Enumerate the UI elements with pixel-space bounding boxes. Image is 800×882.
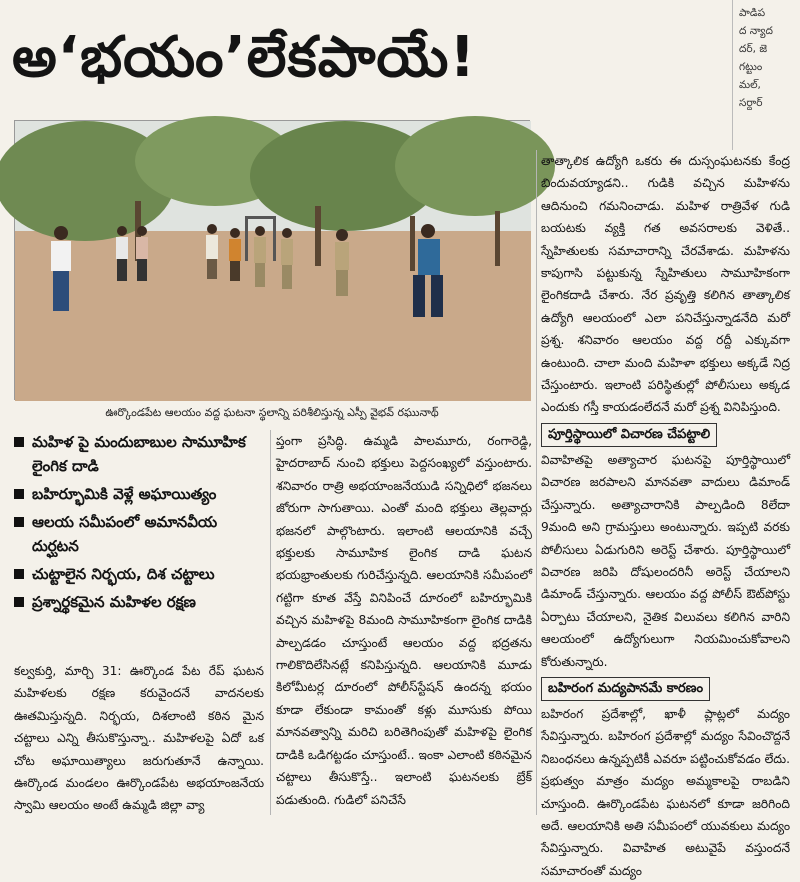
highlight-item: [14, 590, 264, 614]
snippet-line: సర్దార్: [739, 97, 763, 109]
highlight-item: [14, 562, 264, 586]
article-column-2: [276, 430, 532, 815]
headline: అ‘భయం’లేకపాయే!: [12, 25, 476, 90]
snippet-line: దర్, జె: [739, 43, 767, 55]
highlight-item: [14, 510, 264, 558]
highlight-text: బహిర్భూమికి వెళ్లే అఘాయిత్యం: [32, 485, 217, 503]
adjacent-article-snippet: [732, 0, 800, 150]
body-paragraph: కల్వకుర్తి, మార్చి 31: ఊర్కొండ పేట రేప్ ఘటన మహిళలకు రక్షణ కరువైందనే వాదనలకు ఊతమిస్తున్నది. నిర్భయ, దిశలాంటి కఠిన మైన చట్టాలు ఎన్ని తీసుకొస్తున్నా.. మహిళలపై ఏదో ఒక చోట అఘాయిత్యాలు జరుగుతూనే ఉన్నాయి. ఊర్కొండ మండలం ఊర్కొండపేట అభయాంజనేయ స్వామి ఆలయం అంటే ఉమ్మడి జిల్లా వ్యా: [14, 664, 264, 813]
bullet-square-icon: [14, 597, 24, 607]
highlight-item: [14, 430, 264, 478]
article-column-3: [541, 150, 790, 878]
highlights-list: [14, 430, 264, 618]
bullet-square-icon: [14, 517, 24, 527]
column-divider: [270, 430, 271, 815]
body-paragraph: వివాహితపై అత్యాచార ఘటనపై పూర్తిస్థాయిలో విచారణ జరపాలని మానవతా వాదులు డిమాండ్ చేస్తున్నారు. అత్యాచారానికి పాల్పడింది 8లేదా 9మంది అని గ్రామస్తులు అంటున్నారు. ఇప్పటి వరకు పోలీసులు ఏడుగురిని అరెస్ట్ చేశారు. పూర్తిస్థాయిలో విచారణ జరిపి దోషులందరినీ అరెస్ట్ చేయాలని డిమాండ్ చేస్తున్నారు. ఆలయం వద్ద పోలీస్ ఔట్‌పోస్టు ఏర్పాటు చేయాలని, నైతిక విలువలు కలిగిన వారిని ఆలయంలో ఉద్యోగులుగా నియమించుకోవాలని కోరుతున్నారు.: [541, 452, 790, 669]
bullet-square-icon: [14, 569, 24, 579]
section-subheading: [541, 677, 790, 701]
snippet-line: పాడిప: [739, 7, 766, 19]
highlight-text: ప్రశ్నార్థకమైన మహిళల రక్షణ: [32, 593, 196, 611]
highlight-text: ఆలయ సమీపంలో అమానవీయ దుర్ఘటన: [32, 513, 218, 555]
article-column-1: [14, 660, 264, 815]
highlight-text: చుట్టాలైన నిర్భయ, దిశ చట్టాలు: [32, 565, 215, 583]
body-paragraph: తాత్కాలిక ఉద్యోగి ఒకరు ఈ దుస్సంఘటనకు కేంద్ర బిందువయ్యాడని.. గుడికి వచ్చిన మహిళను ఆదినుంచి గమనించాడు. మహిళ రాత్రివేళ గుడి బయటకు వ్యక్తి గత అవసరాలకు వెళితే.. స్నేహితులకు సమాచారాన్ని చేరవేశాడు. మహిళను కాపుగాసి పట్టుకున్న స్నేహితులు సామూహికంగా లైంగికదాడి చేశారు. నేర ప్రవృత్తి కలిగిన తాత్కాలిక ఉద్యోగి ఆలయంలో ఎలా పనిచేస్తున్నాడనేది మరో ప్రశ్న. శనివారం ఆలయం వద్ద రద్దీ ఎక్కువగా ఉంటుంది. చాలా మంది మహిళా భక్తులు అక్కడే నిద్ర చేస్తుంటారు. ఇలాంటి పరిస్థితుల్లో పోలీసులు అక్కడ ఎందుకు గస్తీ కాయడంలేదనే మరో ప్రశ్న వినిపిస్తుంది.: [541, 154, 790, 415]
highlight-text: మహిళ పై మందుబాబుల సామూహిక లైంగిక దాడి: [32, 433, 246, 475]
subheading-text: పూర్తిస్థాయిలో విచారణ చేపట్టాలి: [541, 423, 717, 447]
highlight-item: [14, 482, 264, 506]
section-subheading: [541, 423, 790, 447]
photo-illustration: [15, 121, 531, 401]
bullet-square-icon: [14, 437, 24, 447]
body-paragraph: బహిరంగ ప్రదేశాల్లో, ఖాళీ ప్లాట్లలో మద్యం సేవిస్తున్నారు. బహిరంగ ప్రదేశాల్లో మద్యం సేవించొద్దనే నిబంధనలు ఉన్నప్పటికీ ఎవరూ పట్టించుకోవడం లేదు. ప్రభుత్వం మాత్రం మద్యం అమ్మకాలపై రాబడిని చూస్తుంది. ఊర్కొండపేట ఘటనలో కూడా జరిగింది అదే. ఆలయానికి అతి సమీపంలో యువకులు మద్యం సేవిస్తున్నారు. వివాహిత అటువైపే వస్తుందనే సమాచారంతో మద్యం: [541, 706, 790, 878]
column-divider: [536, 150, 537, 815]
snippet-line: గట్టుం: [739, 61, 763, 73]
photo-caption: ఊర్కొండపేట ఆలయం వద్ద ఘటనా స్థలాన్ని పరిశీలిస్తున్న ఎస్పీ వైభవ్ రఘునాథ్: [105, 406, 439, 419]
snippet-line: మల్,: [739, 79, 761, 91]
bullet-square-icon: [14, 489, 24, 499]
subheading-text: బహిరంగ మద్యపానమే కారణం: [541, 677, 710, 701]
news-photo: [14, 120, 530, 400]
snippet-line: ద న్యాద: [739, 25, 773, 37]
body-paragraph: ప్తంగా ప్రసిద్ధి. ఉమ్మడి పాలమూరు, రంగారెడ్డి, హైదరాబాద్ నుంచి భక్తులు పెద్దసంఖ్యలో వస్తుంటారు. శనివారం రాత్రి అభయాంజనేయుడి సన్నిధిలో భజనలు జోరుగా సాగుతాయి. ఎంతో మంది భక్తులు తెల్లవార్లు భజనలో పాల్గొంటారు. ఇలాంటి ఆలయానికి వచ్చే భక్తులకు సామూహిక లైంగిక దాడి ఘటన భయభ్రాంతులకు గురిచేస్తున్నది. ఆలయానికి సమీపంలో గట్టిగా కూత వేస్తే వినిపించే దూరంలో బహిర్భూమికి వచ్చిన మహిళపై 8మంది సామూహికంగా లైంగిక దాడికి పాల్పడడం చూస్తుంటే ఆలయం వద్ద భద్రతను గాలికొదిలేసినట్లే కనిపిస్తున్నది. ఆలయానికి మూడు కిలోమీటర్ల దూరంలో పోలీస్‌స్టేషన్ ఉందన్న భయం కూడా లేకుండా కామంతో కళ్లు మూసుకు పోయి మానవత్వాన్ని మరిచి బరితెగింపుతో మహిళపై లైంగిక దాడికి ఒడిగట్టడం చూస్తుంటే.. ఇంకా ఎలాంటి కఠినమైన చట్టాలు తీసుకొస్తే.. ఇలాంటి ఘటనలకు బ్రేక్ పడుతుంది. గుడిలో పనిచేసే: [276, 434, 532, 807]
